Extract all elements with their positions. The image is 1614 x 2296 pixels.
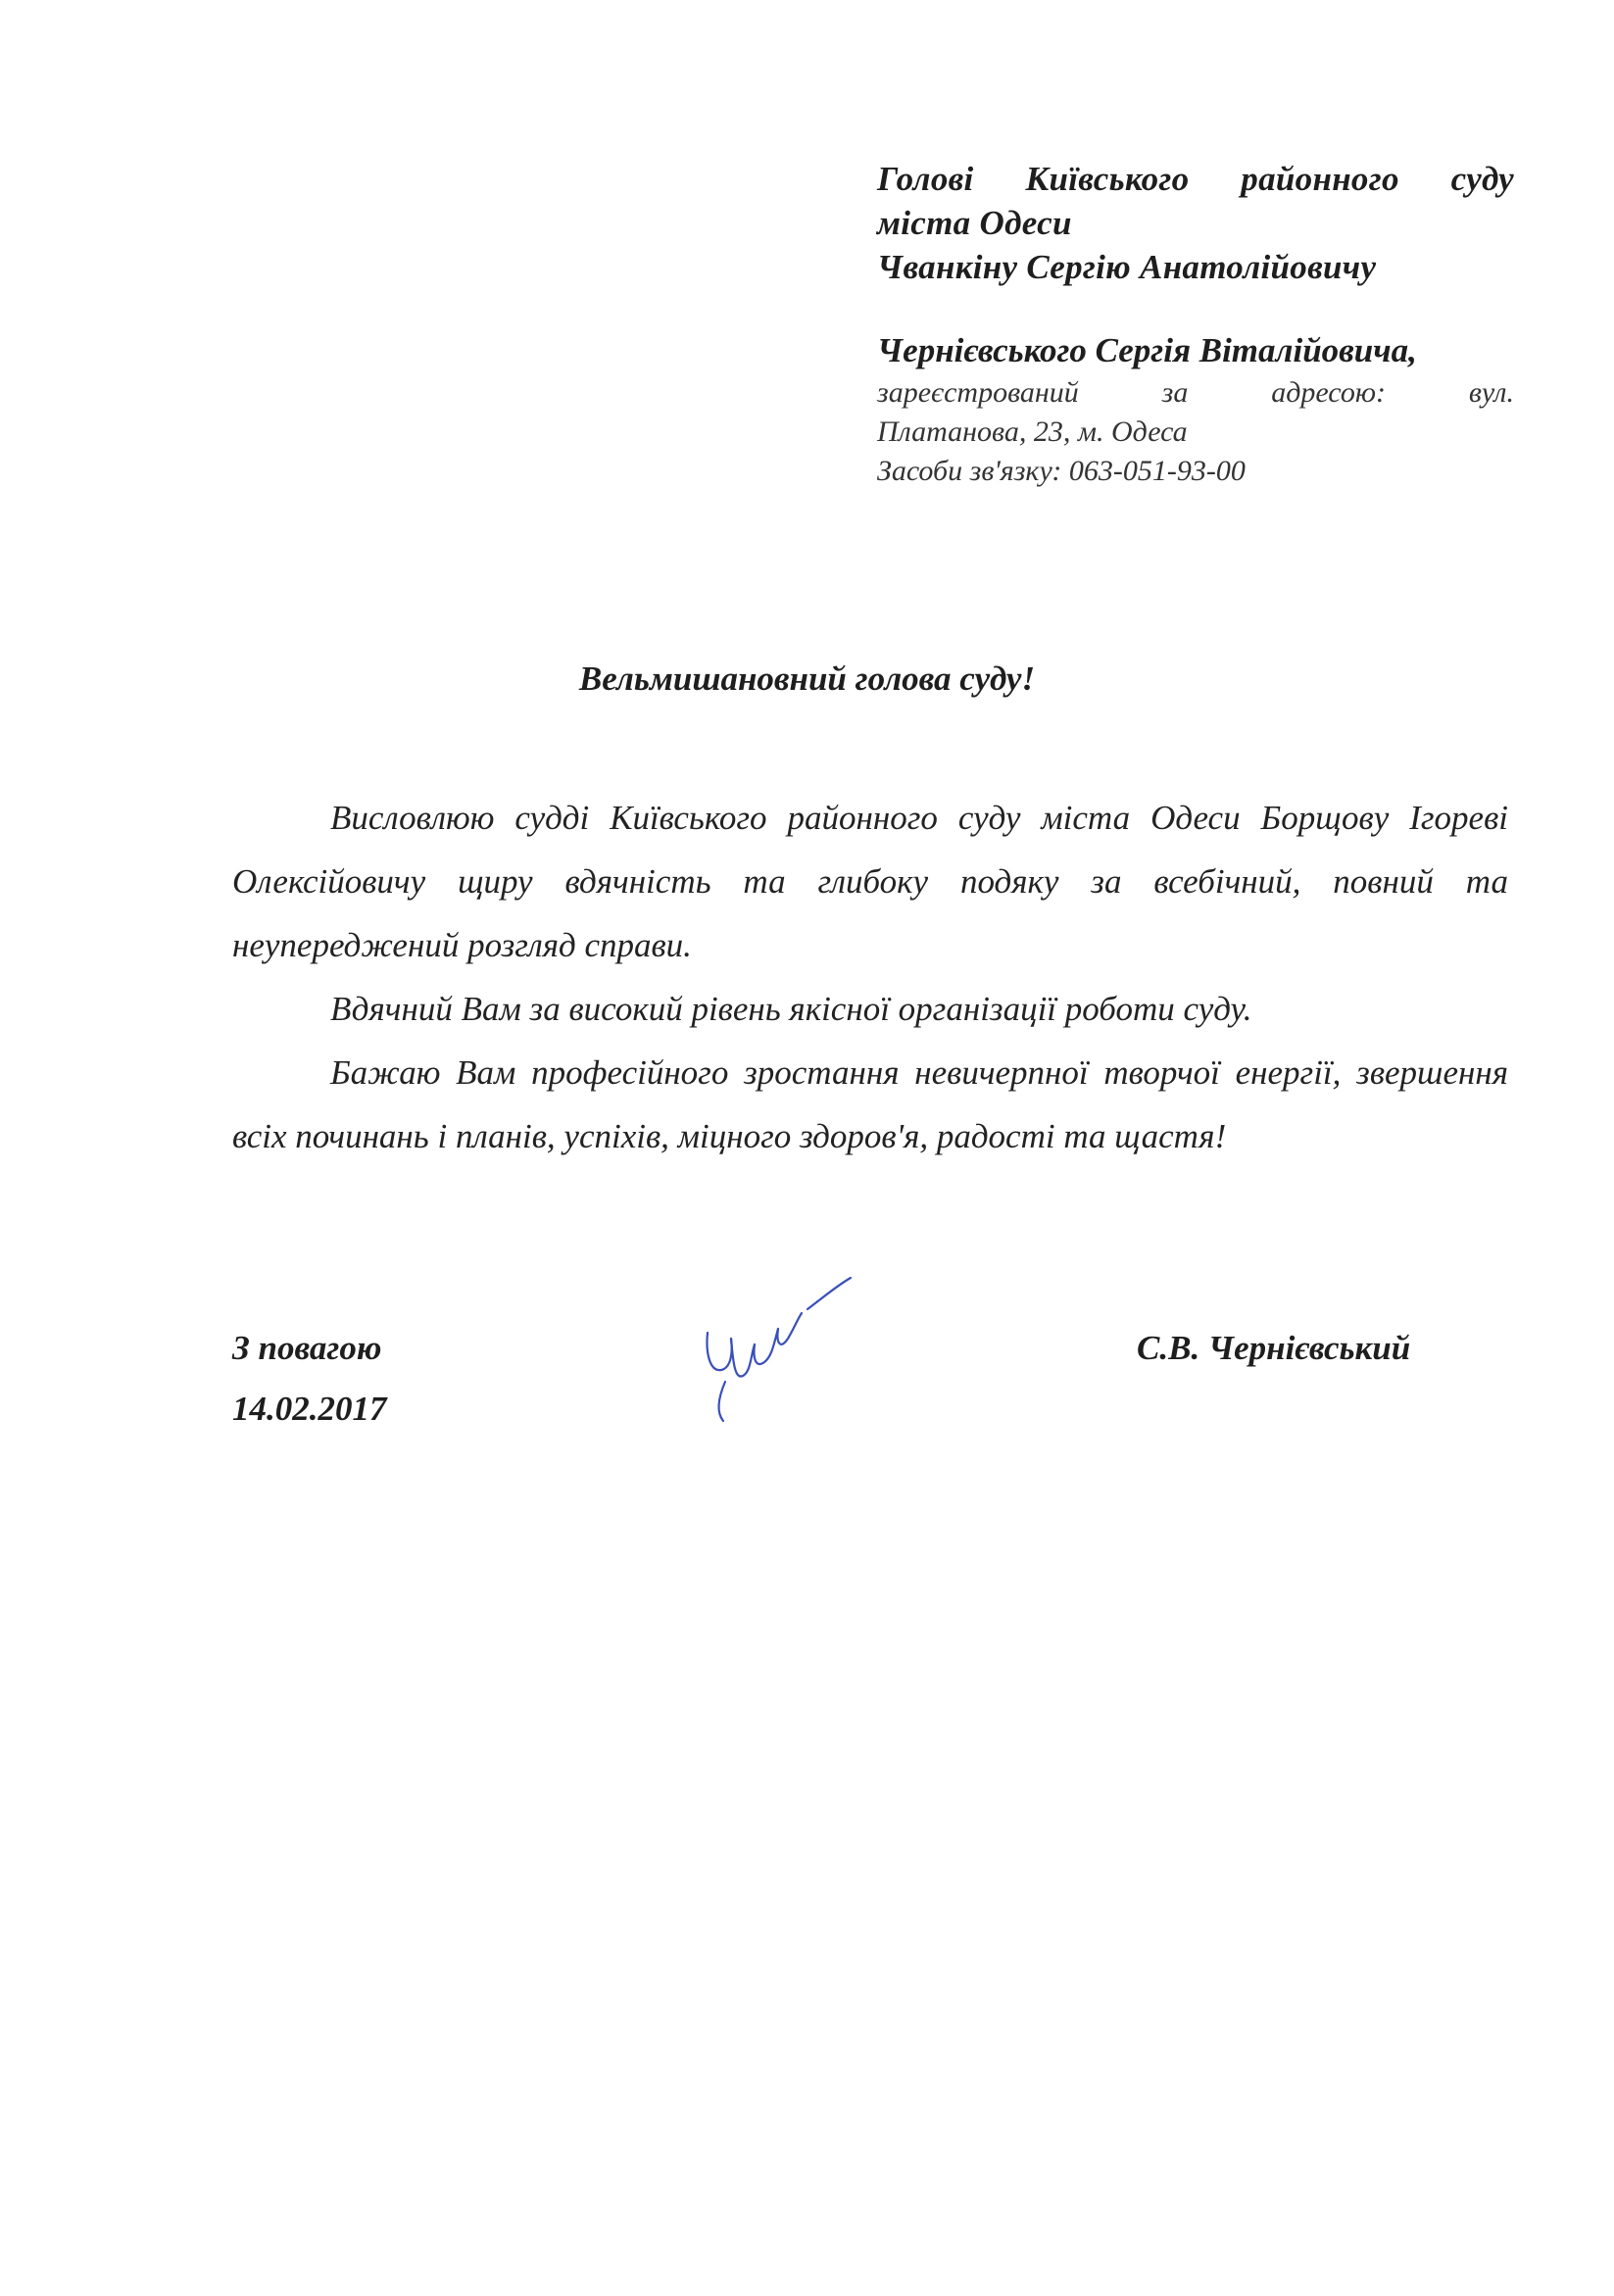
closing-regards: З повагою bbox=[232, 1329, 382, 1367]
salutation: Вельмишановний голова суду! bbox=[578, 659, 1036, 698]
addressee-line-2: міста Одеси bbox=[877, 204, 1072, 242]
letter-date: 14.02.2017 bbox=[232, 1390, 387, 1428]
sender-name: Чернієвського Сергія Віталійовича, bbox=[877, 331, 1417, 369]
handwritten-signature bbox=[686, 1274, 862, 1441]
sender-block bbox=[877, 328, 1514, 491]
sender-address-line-1: зареєстрований за адресою: вул. bbox=[877, 376, 1514, 409]
addressee-line-1: Голові Київського районного суду bbox=[877, 160, 1514, 198]
body-paragraph-3: Бажаю Вам професійного зростання невичерпної творчої енергії, звершення всіх починань і планів, успіхів, міцного здоров'я, радості та щастя! bbox=[232, 1053, 1508, 1155]
letter-body bbox=[232, 786, 1508, 1168]
body-paragraph-1: Висловлюю судді Київського районного суду міста Одеси Борщову Ігореві Олексійовичу щиру вдячність та глибоку подяку за всебічний, повний та неупереджений розгляд справи. bbox=[232, 799, 1508, 964]
addressee-block bbox=[877, 157, 1514, 491]
body-paragraph-2: Вдячний Вам за високий рівень якісної організації роботи суду. bbox=[330, 990, 1252, 1028]
sender-contact: Засоби зв'язку: 063-051-93-00 bbox=[877, 455, 1246, 487]
signatory-name: С.В. Чернієвський bbox=[1137, 1329, 1411, 1367]
addressee-line-3: Чванкіну Сергію Анатолійовичу bbox=[877, 248, 1377, 286]
closing-block bbox=[232, 1318, 387, 1440]
sender-address-line-2: Платанова, 23, м. Одеса bbox=[877, 415, 1188, 448]
